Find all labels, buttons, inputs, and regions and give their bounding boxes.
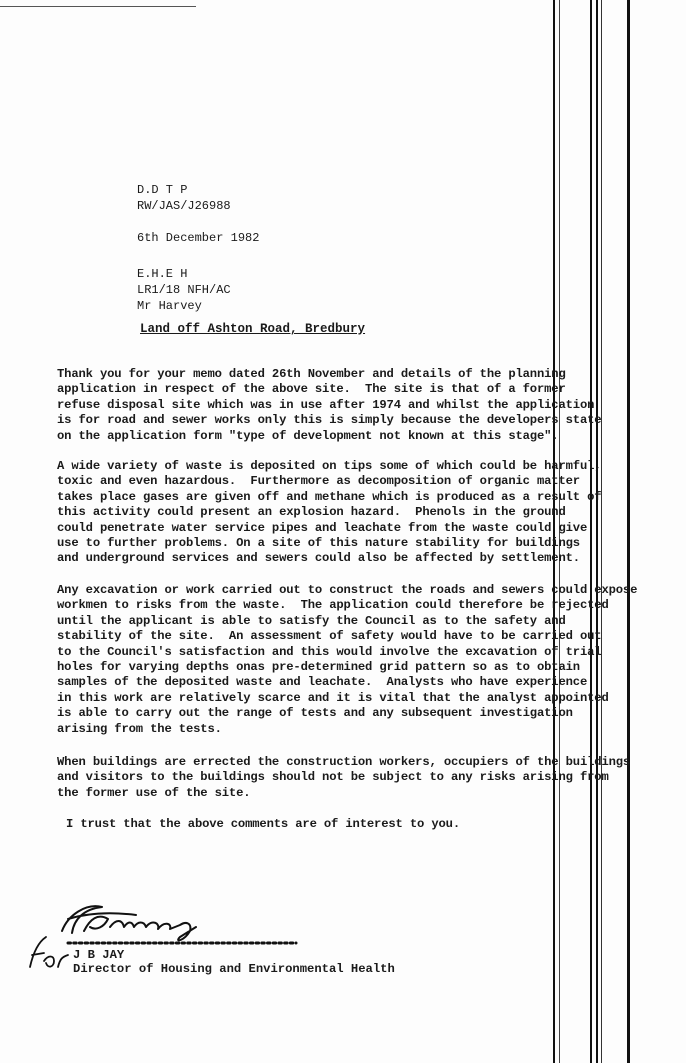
text-line: and visitors to the buildings should not be subject to any risks arising from [57, 770, 609, 785]
paragraph-3 [57, 583, 686, 737]
header-line: D.D T P [137, 183, 188, 197]
per-mark-stroke [30, 937, 68, 967]
text-line: When buildings are errected the construction workers, occupiers of the buildings [57, 755, 631, 769]
text-line: A wide variety of waste is deposited on tips some of which could be harmful, [57, 459, 602, 473]
paragraph-4 [57, 755, 686, 801]
text-line: is able to carry out the range of tests and any subsequent investigation [57, 706, 573, 721]
signatory-name: J B JAY [73, 948, 125, 962]
subject-heading: Land off Ashton Road, Bredbury [140, 322, 366, 336]
text-line: toxic and even hazardous. Furthermore as decomposition of organic matter [57, 474, 580, 489]
header-line [137, 214, 259, 230]
paragraph-1 [57, 367, 686, 444]
text-line: to the Council's satisfaction and this would involve the excavation of trial [57, 644, 602, 659]
header-line: E.H.E H [137, 267, 188, 281]
text-line: holes for varying depths onas pre-determined grid pattern so as to obtain [57, 660, 580, 675]
text-line: is for road and sewer works only this is simply because the developers state [57, 413, 602, 428]
paragraph-5 [66, 817, 686, 832]
paragraph-2 [57, 459, 686, 567]
header-line: RW/JAS/J26988 [137, 199, 231, 213]
text-line: on the application form "type of development not known at this stage". [57, 428, 559, 443]
text-line: application in respect of the above site. The site is that of a former [57, 382, 566, 397]
signature-stroke [62, 906, 196, 940]
text-line: use to further problems. On a site of this nature stability for buildings [57, 536, 580, 551]
text-line: takes place gases are given off and methane which is produced as a result of [57, 489, 602, 504]
header-line [137, 246, 259, 262]
text-line: stability of the site. An assessment of safety would have to be carried out [57, 629, 602, 644]
text-line: until the applicant is able to satisfy the Council as to the safety and [57, 613, 566, 628]
recipient-line: Mr Harvey [137, 299, 202, 313]
text-line: in this work are relatively scarce and it is vital that the analyst appointed [57, 690, 609, 705]
text-line: could penetrate water service pipes and leachate from the waste could give [57, 520, 588, 535]
text-line: this activity could present an explosion hazard. Phenols in the ground [57, 505, 566, 520]
text-line: Thank you for your memo dated 26th November and details of the planning [57, 367, 566, 381]
top-rule [0, 6, 196, 7]
text-line: the former use of the site. [57, 785, 251, 800]
header-line: LR1/18 NFH/AC [137, 283, 231, 297]
text-line: workmen to risks from the waste. The application could therefore be rejected [57, 598, 609, 613]
date-line: 6th December 1982 [137, 231, 260, 245]
text-line: and underground services and sewers could also be affected by settlement. [57, 551, 580, 566]
text-line: refuse disposal site which was in use after 1974 and whilst the application [57, 397, 595, 412]
text-line: I trust that the above comments are of interest to you. [66, 817, 461, 831]
signatory-title: Director of Housing and Environmental Health [73, 962, 395, 976]
text-line: arising from the tests. [57, 721, 222, 736]
text-line: samples of the deposited waste and leachate. Analysts who have experience [57, 675, 588, 690]
reference-header [137, 182, 259, 314]
text-line: Any excavation or work carried out to construct the roads and sewers could expose [57, 583, 638, 597]
signatory-block [73, 948, 395, 976]
